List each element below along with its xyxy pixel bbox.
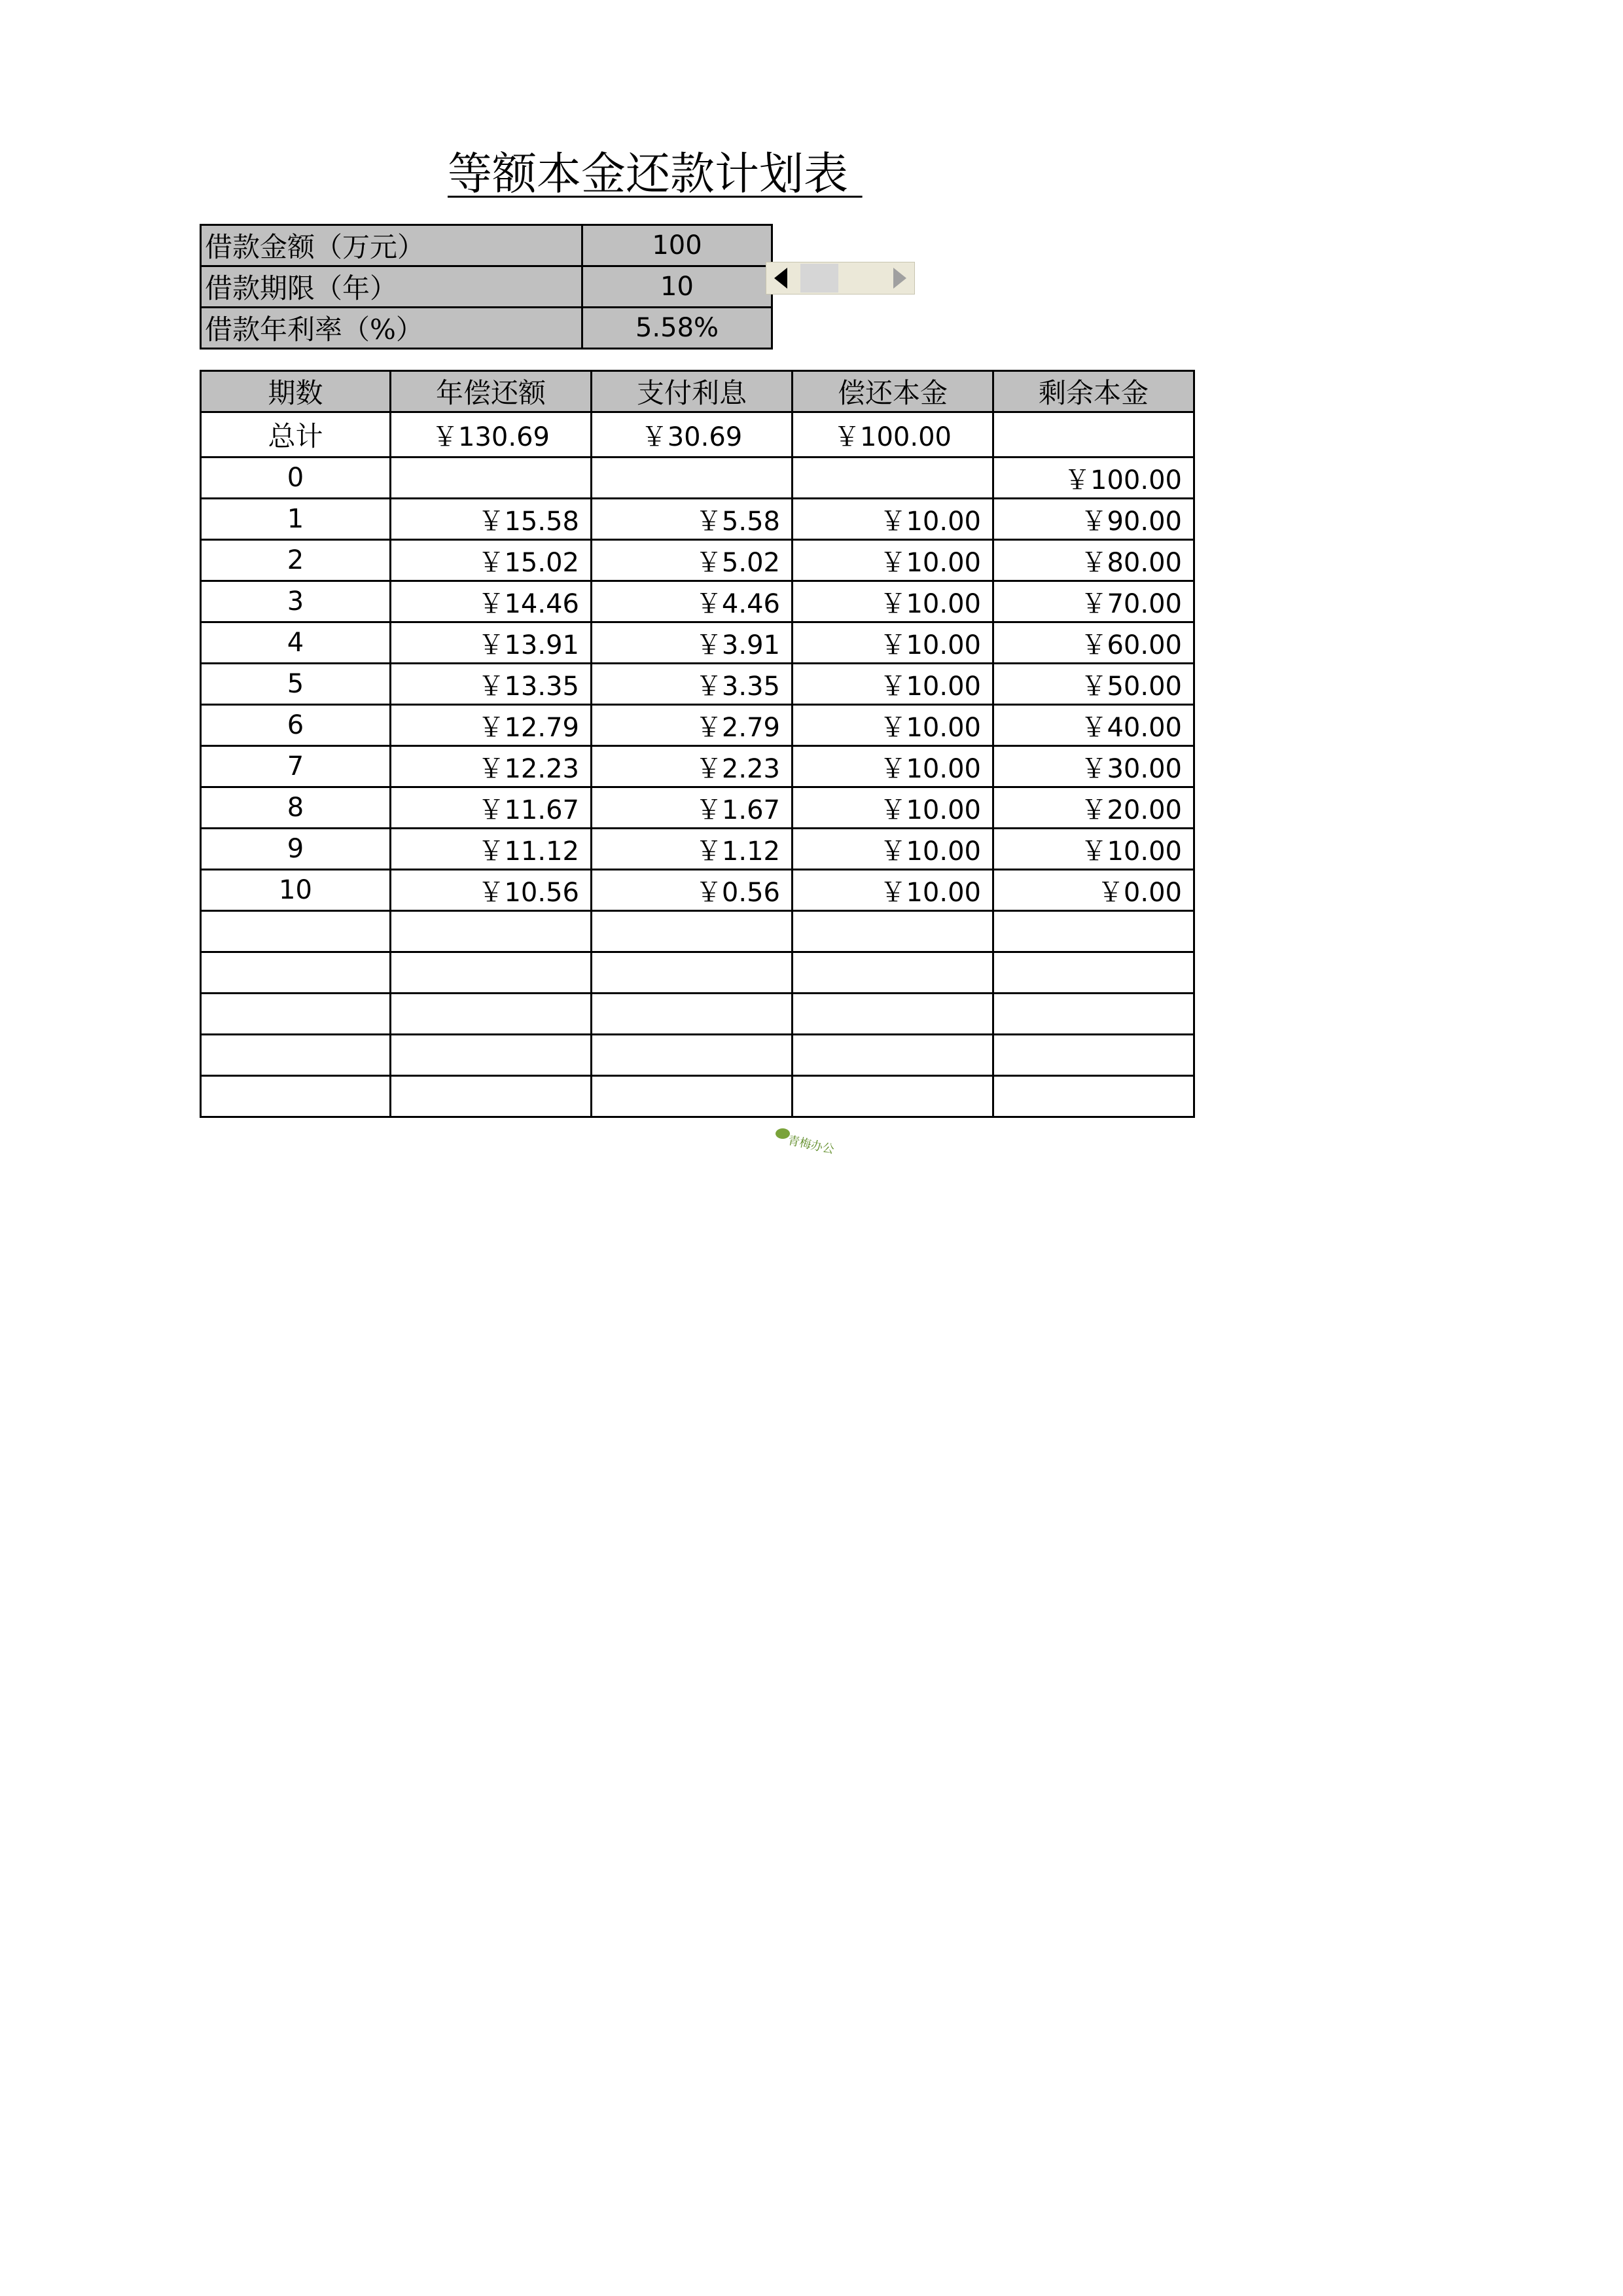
total-cell: ￥130.69 [391, 412, 592, 457]
table-cell: ￥3.91 [592, 622, 793, 664]
table-cell [793, 911, 993, 952]
table-cell: ￥15.02 [391, 540, 592, 581]
table-cell: 0 [201, 457, 391, 499]
table-cell: ￥13.35 [391, 664, 592, 705]
repayment-schedule-table [200, 370, 1195, 1118]
table-cell: ￥90.00 [993, 499, 1194, 540]
table-cell: 3 [201, 581, 391, 622]
table-cell: 1 [201, 499, 391, 540]
table-cell [201, 1076, 391, 1117]
param-row-term [201, 266, 772, 308]
table-cell: ￥10.56 [391, 870, 592, 911]
param-value-rate[interactable]: 5.58% [582, 308, 772, 349]
table-row [201, 952, 1194, 994]
table-cell: 2 [201, 540, 391, 581]
table-cell [793, 1076, 993, 1117]
table-cell: ￥10.00 [793, 829, 993, 870]
total-cell: ￥100.00 [793, 412, 993, 457]
total-cell [993, 412, 1194, 457]
table-cell [793, 457, 993, 499]
table-cell [592, 994, 793, 1035]
total-cell: ￥30.69 [592, 412, 793, 457]
table-row [201, 870, 1194, 911]
table-cell [592, 1076, 793, 1117]
column-header: 年偿还额 [391, 371, 592, 412]
table-cell: 5 [201, 664, 391, 705]
table-row [201, 911, 1194, 952]
table-cell [993, 1035, 1194, 1076]
leaf-icon [776, 1128, 790, 1139]
table-cell: ￥10.00 [793, 705, 993, 746]
table-cell: 9 [201, 829, 391, 870]
brand-logo [776, 1127, 841, 1157]
table-row [201, 457, 1194, 499]
table-cell: ￥10.00 [793, 746, 993, 787]
table-cell [391, 952, 592, 994]
table-cell: ￥14.46 [391, 581, 592, 622]
table-row [201, 705, 1194, 746]
param-row-amount [201, 225, 772, 266]
scrollbar-thumb[interactable] [800, 264, 838, 293]
table-cell: 6 [201, 705, 391, 746]
table-cell: ￥10.00 [793, 664, 993, 705]
page-title: 等额本金还款计划表 [448, 149, 863, 200]
table-cell: ￥80.00 [993, 540, 1194, 581]
table-cell: ￥40.00 [993, 705, 1194, 746]
table-cell [391, 911, 592, 952]
table-cell: ￥11.67 [391, 787, 592, 829]
table-cell: ￥10.00 [793, 622, 993, 664]
table-cell: ￥13.91 [391, 622, 592, 664]
table-cell: ￥10.00 [993, 829, 1194, 870]
table-cell: 8 [201, 787, 391, 829]
table-cell [391, 994, 592, 1035]
table-cell: ￥10.00 [793, 581, 993, 622]
table-cell: ￥2.23 [592, 746, 793, 787]
table-row [201, 829, 1194, 870]
table-cell [391, 457, 592, 499]
table-row [201, 581, 1194, 622]
table-row [201, 499, 1194, 540]
total-row [201, 412, 1194, 457]
table-row [201, 994, 1194, 1035]
param-label: 借款金额（万元） [201, 225, 582, 266]
column-header: 支付利息 [592, 371, 793, 412]
table-row [201, 787, 1194, 829]
table-cell [201, 952, 391, 994]
table-cell: ￥11.12 [391, 829, 592, 870]
column-header: 剩余本金 [993, 371, 1194, 412]
table-row [201, 540, 1194, 581]
table-cell: ￥0.56 [592, 870, 793, 911]
table-cell: ￥1.12 [592, 829, 793, 870]
table-cell: ￥2.79 [592, 705, 793, 746]
table-cell [391, 1076, 592, 1117]
table-cell: ￥10.00 [793, 787, 993, 829]
table-cell: ￥10.00 [793, 870, 993, 911]
column-header: 偿还本金 [793, 371, 993, 412]
param-label: 借款年利率（%） [201, 308, 582, 349]
table-cell [993, 994, 1194, 1035]
table-cell [993, 911, 1194, 952]
loan-parameters-table [200, 224, 773, 350]
table-row [201, 664, 1194, 705]
table-cell: ￥12.79 [391, 705, 592, 746]
param-row-rate [201, 308, 772, 349]
table-cell: ￥30.00 [993, 746, 1194, 787]
table-cell [201, 911, 391, 952]
arrow-left-icon[interactable] [766, 262, 796, 294]
column-header: 期数 [201, 371, 391, 412]
table-cell: ￥100.00 [993, 457, 1194, 499]
term-scrollbar[interactable] [766, 262, 915, 295]
table-row [201, 622, 1194, 664]
table-cell [793, 952, 993, 994]
table-row [201, 1076, 1194, 1117]
table-cell: ￥60.00 [993, 622, 1194, 664]
table-cell [592, 952, 793, 994]
total-label: 总计 [201, 412, 391, 457]
param-value-amount[interactable]: 100 [582, 225, 772, 266]
table-cell: ￥10.00 [793, 499, 993, 540]
table-header-row [201, 371, 1194, 412]
table-cell: ￥4.46 [592, 581, 793, 622]
table-cell [993, 952, 1194, 994]
table-cell [592, 457, 793, 499]
table-cell: ￥5.02 [592, 540, 793, 581]
param-value-term[interactable]: 10 [582, 266, 772, 308]
table-cell: ￥20.00 [993, 787, 1194, 829]
table-cell: 7 [201, 746, 391, 787]
table-cell: ￥0.00 [993, 870, 1194, 911]
table-cell: ￥15.58 [391, 499, 592, 540]
table-cell: ￥1.67 [592, 787, 793, 829]
table-cell: ￥50.00 [993, 664, 1194, 705]
logo-text: 青梅办公 [786, 1133, 836, 1157]
table-cell: ￥12.23 [391, 746, 592, 787]
table-cell: 4 [201, 622, 391, 664]
table-cell [592, 1035, 793, 1076]
table-cell [201, 1035, 391, 1076]
table-cell [793, 994, 993, 1035]
table-cell [592, 911, 793, 952]
arrow-right-icon[interactable] [884, 262, 914, 294]
table-cell [391, 1035, 592, 1076]
table-row [201, 746, 1194, 787]
table-cell [201, 994, 391, 1035]
table-row [201, 1035, 1194, 1076]
table-cell [793, 1035, 993, 1076]
param-label: 借款期限（年） [201, 266, 582, 308]
table-cell [993, 1076, 1194, 1117]
table-cell: ￥3.35 [592, 664, 793, 705]
table-cell: ￥5.58 [592, 499, 793, 540]
table-cell: ￥70.00 [993, 581, 1194, 622]
table-cell: 10 [201, 870, 391, 911]
table-cell: ￥10.00 [793, 540, 993, 581]
